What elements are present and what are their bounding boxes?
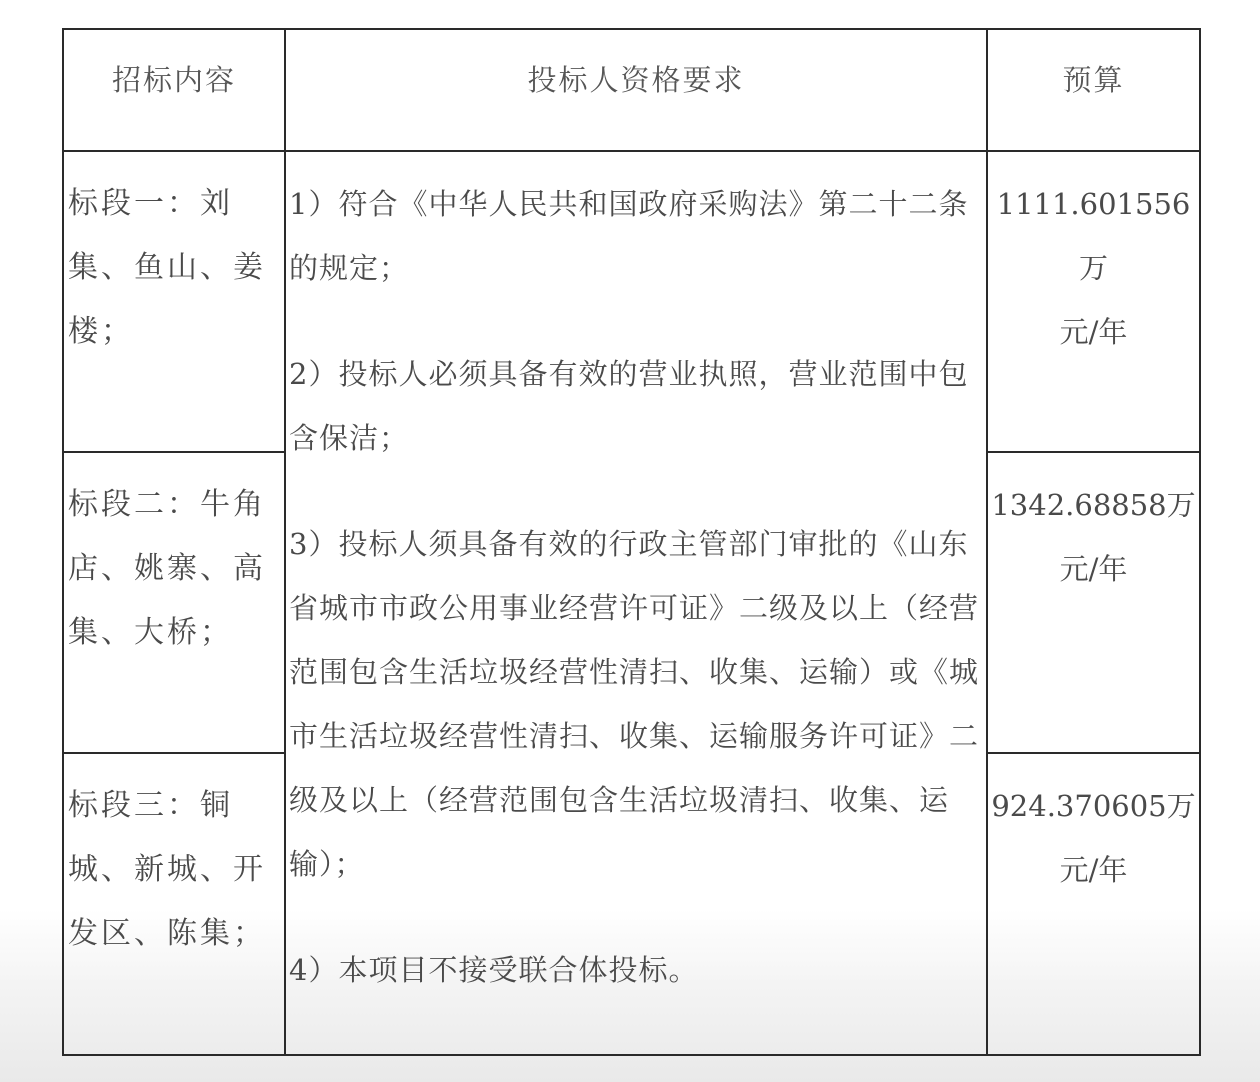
- section-3-budget-amount: 924.370605万: [991, 789, 1196, 823]
- section-1-name: 标段一：刘集、鱼山、姜楼；: [63, 151, 285, 452]
- section-3-budget: [987, 753, 1200, 1055]
- section-1-budget-amount: 1111.601556万: [996, 187, 1191, 285]
- requirement-3: 3）投标人须具备有效的行政主管部门审批的《山东省城市市政公用事业经营许可证》二级及以上（经营范围包含生活垃圾经营性清扫、收集、运输）或《城市生活垃圾经营性清扫、收集、运输服务许可证》二级及以上（经营范围包含生活垃圾清扫、收集、运输）；: [289, 527, 980, 881]
- requirements-cell: [285, 151, 987, 1055]
- header-budget: 预算: [987, 29, 1200, 151]
- header-row: [63, 29, 1200, 151]
- tender-table: [62, 28, 1201, 1056]
- section-2-budget-amount: 1342.68858万: [991, 488, 1196, 522]
- section-row-1: [63, 151, 1200, 452]
- section-2-budget-unit: 元/年: [1059, 552, 1128, 586]
- section-1-budget-unit: 元/年: [1059, 315, 1128, 349]
- section-3-name: 标段三：铜城、新城、开发区、陈集；: [63, 753, 285, 1055]
- requirement-1: 1）符合《中华人民共和国政府采购法》第二十二条的规定；: [289, 187, 969, 285]
- header-requirements: 投标人资格要求: [285, 29, 987, 151]
- requirement-4: 4）本项目不接受联合体投标。: [289, 953, 699, 987]
- section-1-budget: [987, 151, 1200, 452]
- requirement-2: 2）投标人必须具备有效的营业执照，营业范围中包含保洁；: [289, 357, 969, 455]
- section-3-budget-unit: 元/年: [1059, 853, 1128, 887]
- header-content: 招标内容: [63, 29, 285, 151]
- section-2-budget: [987, 452, 1200, 753]
- section-2-name: 标段二：牛角店、姚寨、高集、大桥；: [63, 452, 285, 753]
